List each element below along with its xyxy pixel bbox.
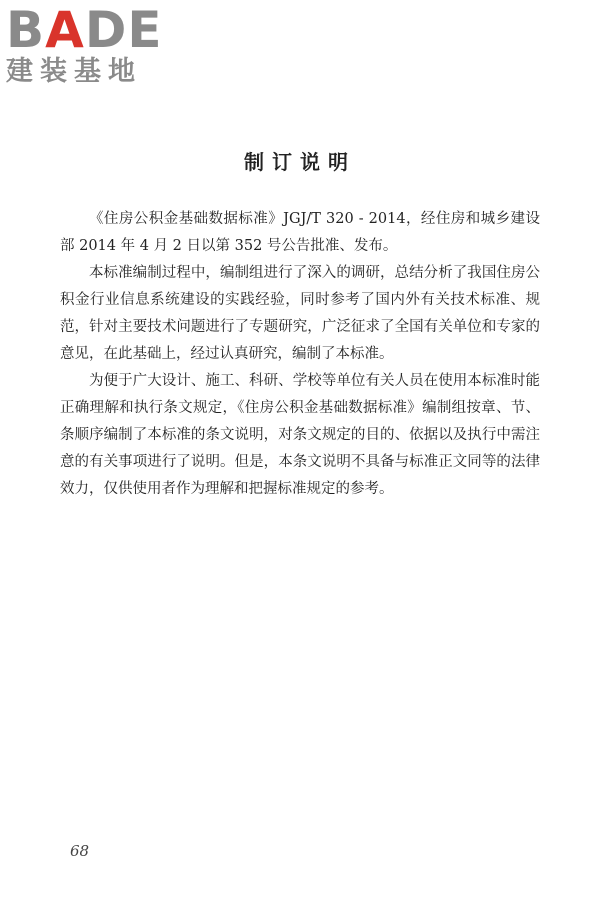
logo-letter-b: B [6,1,46,59]
page-number: 68 [70,842,90,860]
paragraph-explanation: 为便于广大设计、施工、科研、学校等单位有关人员在使用本标准时能正确理解和执行条文规定，《住房公积金基础数据标准》编制组按章、节、条顺序编制了本标准的条文说明，对条文规定的目的、依据以及执行中需注意的有关事项进行了说明。但是，本条文说明不具备与标准正文同等的法律效力，仅供使用者作为理解和把握标准规定的参考。 [60,373,540,497]
logo-tagline: 建装基地 [6,56,142,87]
logo-wordmark [6,2,186,58]
paragraph-approval: 《住房公积金基础数据标准》JGJ/T 320 - 2014，经住房和城乡建设部 2014 年 4 月 2 日以第 352 号公告批准、发布。 [60,211,540,254]
logo-letter-a-accent: A [45,1,85,59]
bade-logo [6,2,186,94]
paragraph-compilation: 本标准编制过程中，编制组进行了深入的调研，总结分析了我国住房公积金行业信息系统建设的实践经验，同时参考了国内外有关技术标准、规范，针对主要技术问题进行了专题研究，广泛征求了全国有关单位和专家的意见，在此基础上，经过认真研究，编制了本标准。 [60,265,540,362]
page-title: 制订说明 [244,150,356,174]
logo-letters-de: DE [84,1,163,59]
body-text [60,206,540,503]
